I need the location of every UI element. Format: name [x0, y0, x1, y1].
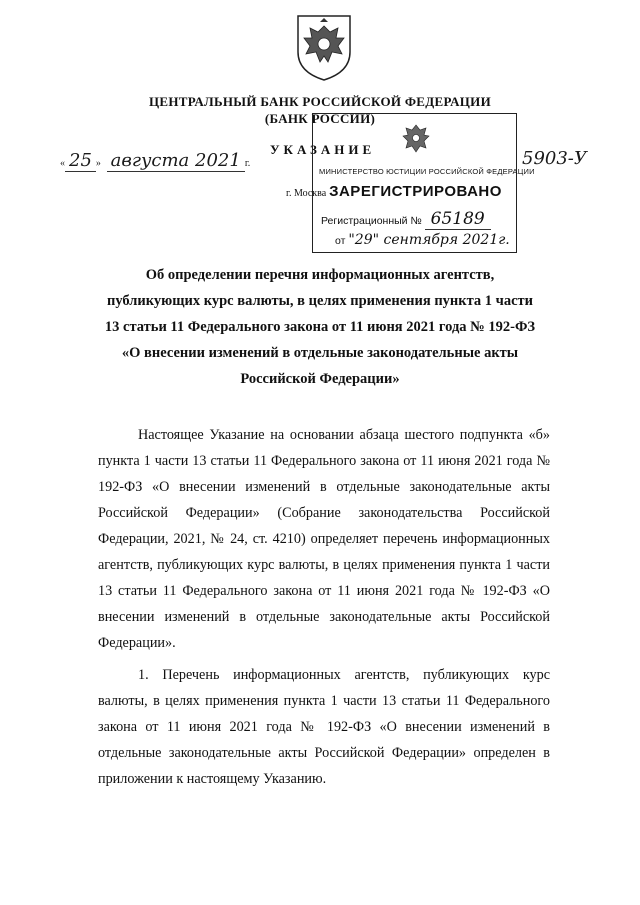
- stamp-reg-number: 65189: [425, 209, 491, 230]
- stamp-registered: ЗАРЕГИСТРИРОВАНО: [329, 183, 502, 200]
- document-date: « 25 » августа 2021 г.: [60, 150, 251, 171]
- stamp-reg-number-line: [321, 209, 491, 229]
- date-suffix: г.: [244, 158, 251, 169]
- document-title: Об определении перечня информационных агентств, публикующих курс валюты, в целях применения пункта 1 части 13 статьи 11 Федерального закона от 11 июня 2021 года № 192-ФЗ «О внесении изменений в отдельные законодательные акты Российской Федерации»: [104, 267, 536, 387]
- bank-name: ЦЕНТРАЛЬНЫЙ БАНК РОССИЙСКОЙ ФЕДЕРАЦИИ: [148, 94, 491, 109]
- stamp-date-prefix: от: [335, 235, 346, 247]
- paragraph-1: 1. Перечень информационных агентств, публикующих курс валюты, в целях применения пункта 1 части 13 статьи 11 Федерального закона от 11 июня 2021 года № 192-ФЗ «О внесении изменений в отдельные законодательные акты Российской Федерации» определен в приложении к настоящему Указанию.: [98, 667, 550, 787]
- registration-stamp: [312, 113, 535, 253]
- city: г. Москва: [286, 188, 327, 199]
- date-day: 25: [65, 150, 96, 172]
- stamp-date-line: [335, 232, 510, 248]
- document-type: УКАЗАНИЕ: [270, 142, 376, 157]
- document-number: 5903-У: [522, 148, 587, 169]
- paragraph-intro: Настоящее Указание на основании абзаца шестого подпункта «б» пункта 1 части 13 статьи 11 Федерального закона от 11 июня 2021 года № 192-ФЗ «О внесении изменений в отдельные законодательные акты Российской Федерации» (Собрание законодательства Российской Федерации, 2021, № 24, ст. 4210) определяет перечень информационных агентств, публикующих курс валюты, в целях применения пункта 1 части 13 статьи 11 Федерального закона от 11 июня 2021 года № 192-ФЗ «О внесении изменений в отдельные законодательные акты Российской Федерации».: [98, 427, 550, 651]
- bank-short-name: (БАНК РОССИИ): [264, 111, 376, 126]
- stamp-ministry: МИНИСТЕРСТВО ЮСТИЦИИ РОССИЙСКОЙ ФЕДЕРАЦИИ: [319, 167, 535, 176]
- stamp-emblem-icon: [399, 122, 433, 156]
- document-body: [98, 422, 550, 792]
- date-month-year: августа 2021: [107, 150, 245, 172]
- stamp-reg-date: "29" сентября 2021г.: [348, 232, 510, 248]
- coat-of-arms-emblem: [292, 12, 356, 82]
- stamp-reg-label: Регистрационный №: [321, 215, 422, 227]
